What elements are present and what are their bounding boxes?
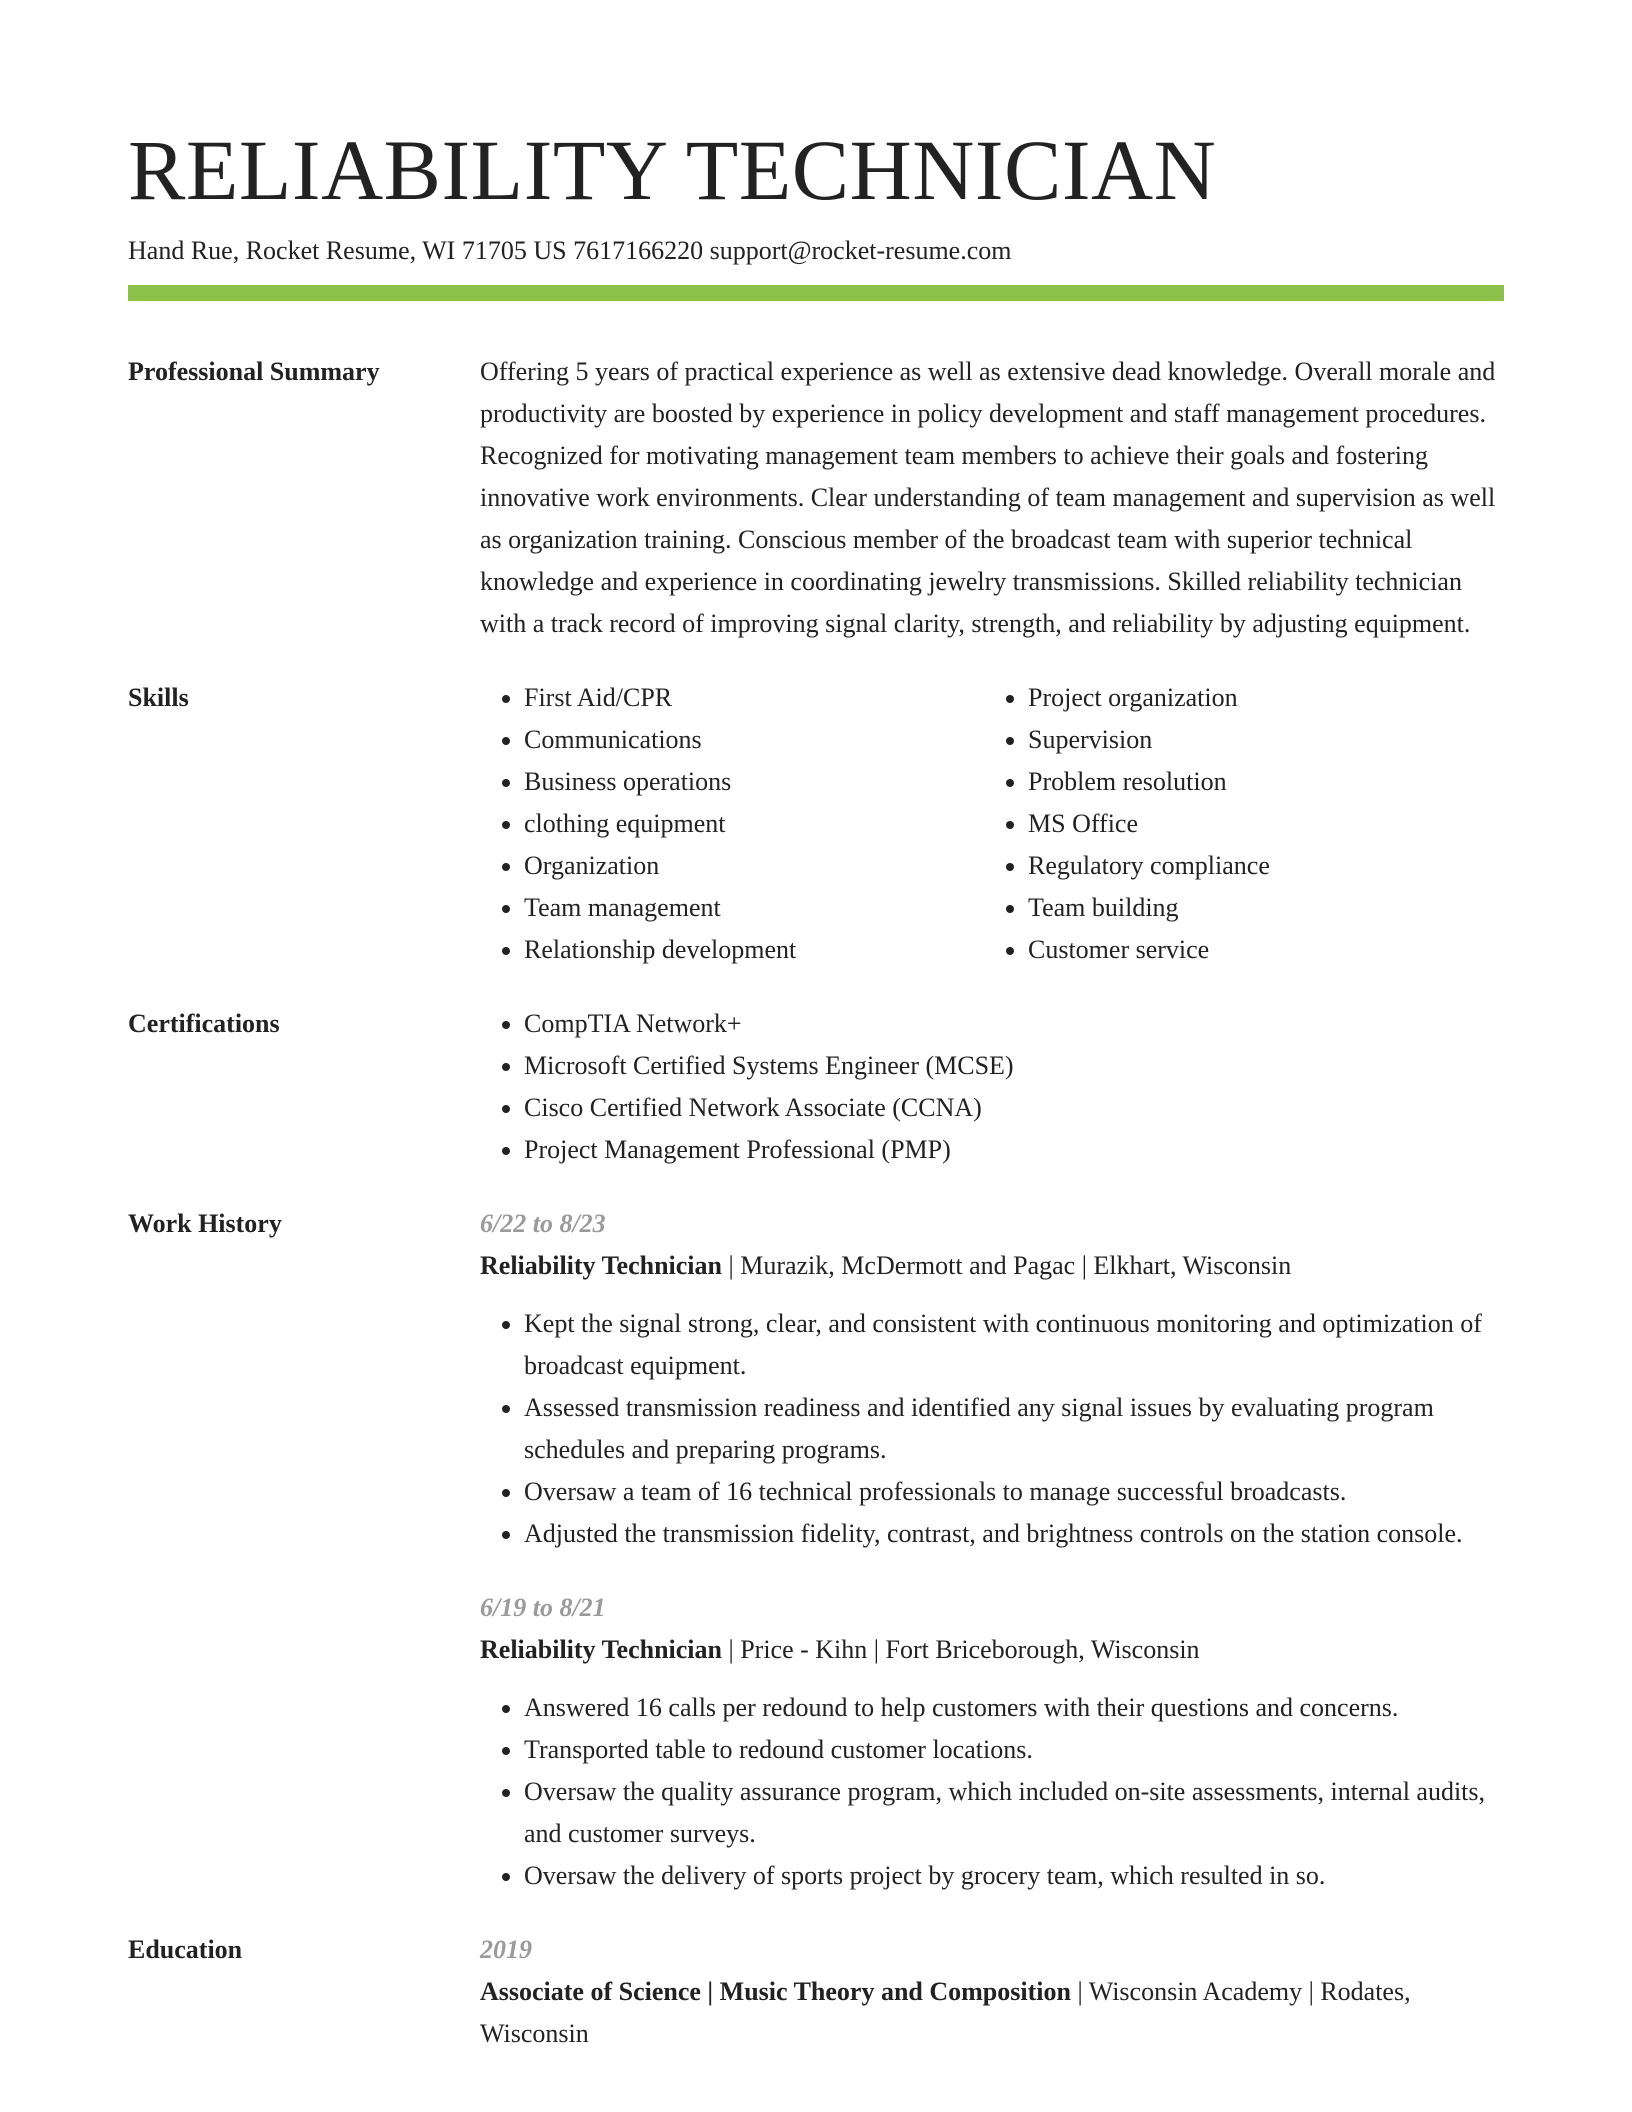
certification-item: • CompTIA Network+ xyxy=(524,1003,1504,1045)
job-title: Reliability Technician xyxy=(480,1635,722,1664)
skill-item: • clothing equipment xyxy=(524,803,984,845)
section-label-skills: Skills xyxy=(128,683,189,712)
skill-item: • Supervision xyxy=(1028,719,1488,761)
work-history-body xyxy=(480,1203,1504,1897)
job-date: 6/19 to 8/21 xyxy=(480,1593,606,1622)
job-bullet: • Answered 16 calls per redound to help customers with their questions and concerns. xyxy=(524,1687,1504,1729)
skill-item: • Problem resolution xyxy=(1028,761,1488,803)
certification-item: • Cisco Certified Network Associate (CCNA) xyxy=(524,1087,1504,1129)
job-entry xyxy=(480,1587,1504,1897)
header-divider xyxy=(128,285,1504,301)
job-bullet: • Oversaw a team of 16 technical professionals to manage successful broadcasts. xyxy=(524,1471,1504,1513)
certification-item: • Microsoft Certified Systems Engineer (MCSE) xyxy=(524,1045,1504,1087)
skill-item: • Project organization xyxy=(1028,677,1488,719)
section-label-summary: Professional Summary xyxy=(128,357,380,386)
skill-item: • Business operations xyxy=(524,761,984,803)
skills-columns xyxy=(480,677,1504,971)
job-title-line xyxy=(480,1245,1504,1287)
summary-text: Offering 5 years of practical experience as well as extensive dead knowledge. Overall morale and productivity are boosted by experience in policy development and staff management procedures. Recognized for motivating management team members to achieve their goals and fostering innovative work environments. Clear understanding of team management and supervision as well as organization training. Conscious member of the broadcast team with superior technical knowledge and experience in coordinating jewelry transmissions. Skilled reliability technician with a track record of improving signal clarity, strength, and reliability by adjusting equipment. xyxy=(480,357,1496,638)
education-school-details: | Wisconsin Academy | Rodates, Wisconsin xyxy=(480,1977,1411,2048)
job-bullet: • Kept the signal strong, clear, and consistent with continuous monitoring and optimization of broadcast equipment. xyxy=(524,1303,1504,1387)
resume-name: RELIABILITY TECHNICIAN xyxy=(128,122,1217,218)
certification-item: • Project Management Professional (PMP) xyxy=(524,1129,1504,1171)
skills-list-right xyxy=(984,677,1488,971)
skill-item: • Team building xyxy=(1028,887,1488,929)
work-history-section xyxy=(128,1203,1504,1897)
skill-item: • First Aid/CPR xyxy=(524,677,984,719)
section-label-certifications: Certifications xyxy=(128,1009,280,1038)
skill-item: • MS Office xyxy=(1028,803,1488,845)
skills-section xyxy=(128,677,1504,971)
skill-item: • Relationship development xyxy=(524,929,984,971)
education-body xyxy=(480,1929,1504,2055)
certifications-body xyxy=(480,1003,1504,1171)
job-employer-details: | Price - Kihn | Fort Briceborough, Wisconsin xyxy=(722,1635,1200,1664)
summary-section xyxy=(128,351,1504,645)
education-date: 2019 xyxy=(480,1935,532,1964)
section-label-education: Education xyxy=(128,1935,243,1964)
job-entry xyxy=(480,1203,1504,1555)
skills-column-left xyxy=(480,677,984,971)
skill-item: • Communications xyxy=(524,719,984,761)
job-bullets xyxy=(480,1687,1504,1897)
certifications-section xyxy=(128,1003,1504,1171)
skill-item: • Customer service xyxy=(1028,929,1488,971)
certifications-list xyxy=(480,1003,1504,1171)
job-bullet: • Oversaw the quality assurance program, which included on-site assessments, internal audits, and customer surveys. xyxy=(524,1771,1504,1855)
job-employer-details: | Murazik, McDermott and Pagac | Elkhart, Wisconsin xyxy=(722,1251,1292,1280)
section-label-work-history: Work History xyxy=(128,1209,282,1238)
job-bullet: • Assessed transmission readiness and identified any signal issues by evaluating program schedules and preparing programs. xyxy=(524,1387,1504,1471)
education-line xyxy=(480,1971,1504,2055)
job-date: 6/22 to 8/23 xyxy=(480,1209,606,1238)
job-bullets xyxy=(480,1303,1504,1555)
job-bullet: • Adjusted the transmission fidelity, contrast, and brightness controls on the station console. xyxy=(524,1513,1504,1555)
education-section xyxy=(128,1929,1504,2055)
skills-list-left xyxy=(480,677,984,971)
job-title-line xyxy=(480,1629,1504,1671)
job-bullet: • Transported table to redound customer locations. xyxy=(524,1729,1504,1771)
resume-page xyxy=(128,118,1504,2055)
contact-line: Hand Rue, Rocket Resume, WI 71705 US 7617166220 support@rocket-resume.com xyxy=(128,236,1012,265)
skill-item: • Organization xyxy=(524,845,984,887)
skill-item: • Team management xyxy=(524,887,984,929)
job-title: Reliability Technician xyxy=(480,1251,722,1280)
education-degree: Associate of Science | Music Theory and Composition xyxy=(480,1977,1071,2006)
job-bullet: • Oversaw the delivery of sports project by grocery team, which resulted in so. xyxy=(524,1855,1504,1897)
skill-item: • Regulatory compliance xyxy=(1028,845,1488,887)
skills-column-right xyxy=(984,677,1488,971)
